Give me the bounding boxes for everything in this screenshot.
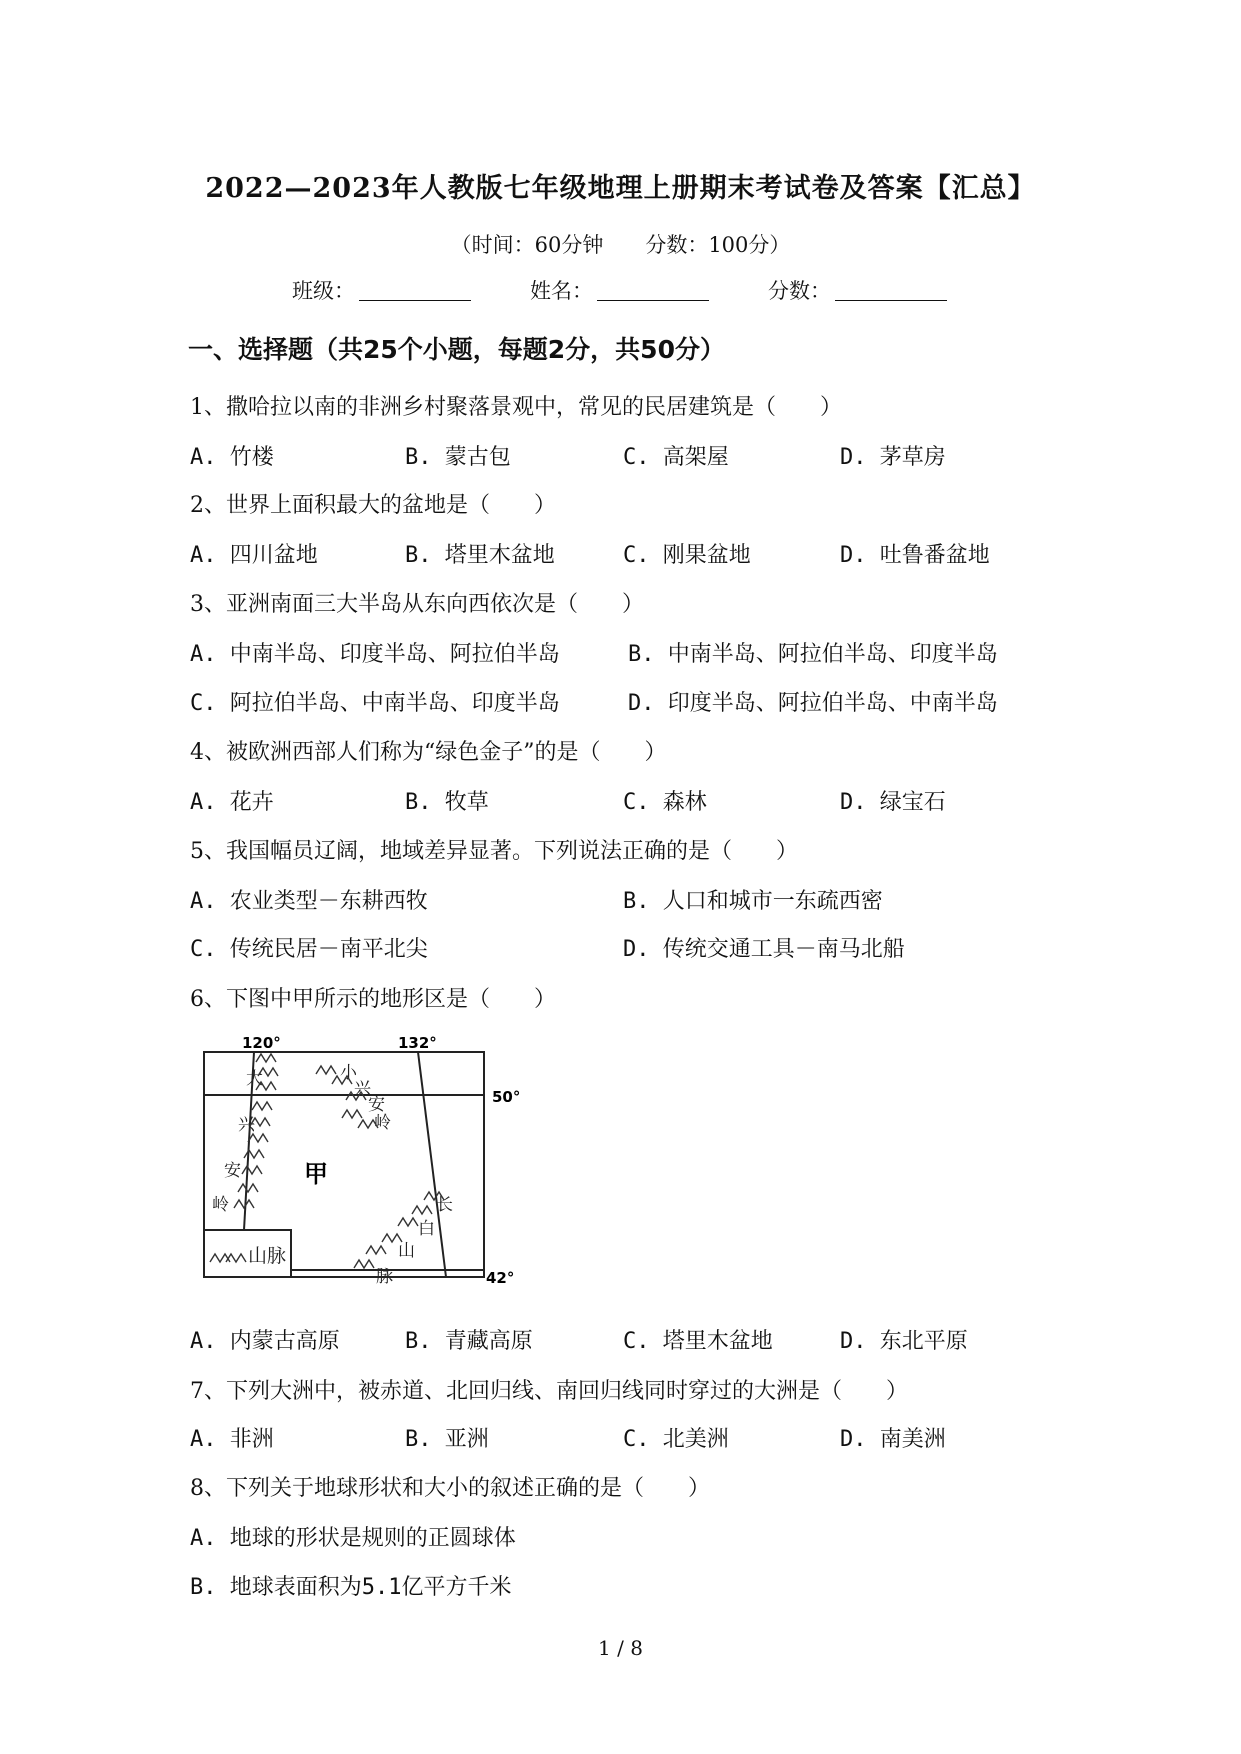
option-a[interactable]: A. 四川盆地 xyxy=(190,543,318,568)
question-stem: 4、被欧洲西部人们称为“绿色金子”的是（ ） xyxy=(190,740,667,765)
page-number: 1 / 8 xyxy=(598,1636,643,1660)
daxing-char: 安 xyxy=(224,1161,241,1181)
class-label: 班级： xyxy=(292,279,355,303)
score-field xyxy=(768,275,947,305)
section-heading: 一、选择题（共25个小题，每题2分，共50分） xyxy=(188,335,725,364)
option-a[interactable]: A. 中南半岛、印度半岛、阿拉伯半岛 xyxy=(190,642,560,667)
option-b[interactable]: B. 塔里木盆地 xyxy=(405,543,555,568)
name-blank[interactable] xyxy=(597,280,709,301)
name-field xyxy=(530,275,709,305)
option-b[interactable]: B. 地球表面积为5.1亿平方千米 xyxy=(190,1575,512,1600)
option-b[interactable]: B. 蒙古包 xyxy=(405,445,511,470)
question-stem: 8、下列关于地球形状和大小的叙述正确的是（ ） xyxy=(190,1476,710,1501)
changbai-char: 脉 xyxy=(376,1267,393,1287)
question-stem: 1、撒哈拉以南的非洲乡村聚落景观中，常见的民居建筑是（ ） xyxy=(190,395,842,420)
option-d[interactable]: D. 传统交通工具－南马北船 xyxy=(623,937,905,962)
option-b[interactable]: B. 牧草 xyxy=(405,790,489,815)
option-a[interactable]: A. 非洲 xyxy=(190,1427,274,1452)
class-field xyxy=(292,275,471,305)
question-stem: 3、亚洲南面三大半岛从东向西依次是（ ） xyxy=(190,592,644,617)
option-d[interactable]: D. 南美洲 xyxy=(840,1427,946,1452)
daxing-char: 岭 xyxy=(212,1195,229,1215)
changbai-char: 山 xyxy=(398,1241,415,1261)
question-stem: 2、世界上面积最大的盆地是（ ） xyxy=(190,493,556,518)
option-c[interactable]: C. 阿拉伯半岛、中南半岛、印度半岛 xyxy=(190,691,560,716)
option-d[interactable]: D. 绿宝石 xyxy=(840,790,946,815)
option-c[interactable]: C. 森林 xyxy=(623,790,707,815)
name-label: 姓名： xyxy=(530,279,593,303)
option-a[interactable]: A. 农业类型－东耕西牧 xyxy=(190,889,428,914)
lat-bottom-label: 42° xyxy=(486,1269,515,1287)
option-d[interactable]: D. 茅草房 xyxy=(840,445,946,470)
option-a[interactable]: A. 竹楼 xyxy=(190,445,274,470)
xiaoxing-char: 岭 xyxy=(374,1113,391,1133)
option-d[interactable]: D. 吐鲁番盆地 xyxy=(840,543,990,568)
changbai-char: 长 xyxy=(436,1195,453,1215)
option-c[interactable]: C. 传统民居－南平北尖 xyxy=(190,937,428,962)
option-a[interactable]: A. 内蒙古高原 xyxy=(190,1329,340,1354)
changbai-char: 白 xyxy=(418,1219,435,1239)
class-blank[interactable] xyxy=(359,280,471,301)
label-jia: 甲 xyxy=(304,1160,328,1188)
option-b[interactable]: B. 人口和城市一东疏西密 xyxy=(623,889,883,914)
page-title: 2022—2023年人教版七年级地理上册期末考试卷及答案【汇总】 xyxy=(205,173,1036,204)
option-a[interactable]: A. 地球的形状是规则的正圆球体 xyxy=(190,1526,516,1551)
option-b[interactable]: B. 中南半岛、阿拉伯半岛、印度半岛 xyxy=(628,642,998,667)
score-label: 分数： xyxy=(768,279,831,303)
exam-meta: （时间：60分钟 分数：100分） xyxy=(450,233,791,257)
option-c[interactable]: C. 塔里木盆地 xyxy=(623,1329,773,1354)
legend-label: 山脉 xyxy=(248,1245,287,1267)
question-stem: 5、我国幅员辽阔，地域差异显著。下列说法正确的是（ ） xyxy=(190,839,798,864)
option-c[interactable]: C. 高架屋 xyxy=(623,445,729,470)
option-a[interactable]: A. 花卉 xyxy=(190,790,274,815)
daxing-char: 大 xyxy=(246,1069,263,1089)
lon-132-line xyxy=(418,1052,446,1277)
xiaoxing-char: 安 xyxy=(368,1095,385,1115)
option-b[interactable]: B. 亚洲 xyxy=(405,1427,489,1452)
question-stem: 7、下列大洲中，被赤道、北回归线、南回归线同时穿过的大洲是（ ） xyxy=(190,1379,908,1404)
option-c[interactable]: C. 北美洲 xyxy=(623,1427,729,1452)
option-b[interactable]: B. 青藏高原 xyxy=(405,1329,533,1354)
lon-left-label: 120° xyxy=(242,1034,281,1052)
option-d[interactable]: D. 印度半岛、阿拉伯半岛、中南半岛 xyxy=(628,691,998,716)
daxing-char: 兴 xyxy=(238,1115,255,1135)
xiaoxing-char: 小 xyxy=(340,1063,357,1083)
northeast-china-map xyxy=(186,1030,526,1300)
lon-right-label: 132° xyxy=(398,1034,437,1052)
lat-top-label: 50° xyxy=(492,1088,521,1106)
score-blank[interactable] xyxy=(835,280,947,301)
option-d[interactable]: D. 东北平原 xyxy=(840,1329,968,1354)
option-c[interactable]: C. 刚果盆地 xyxy=(623,543,751,568)
question-stem: 6、下图中甲所示的地形区是（ ） xyxy=(190,987,556,1012)
xiaoxing-char: 兴 xyxy=(354,1079,371,1099)
